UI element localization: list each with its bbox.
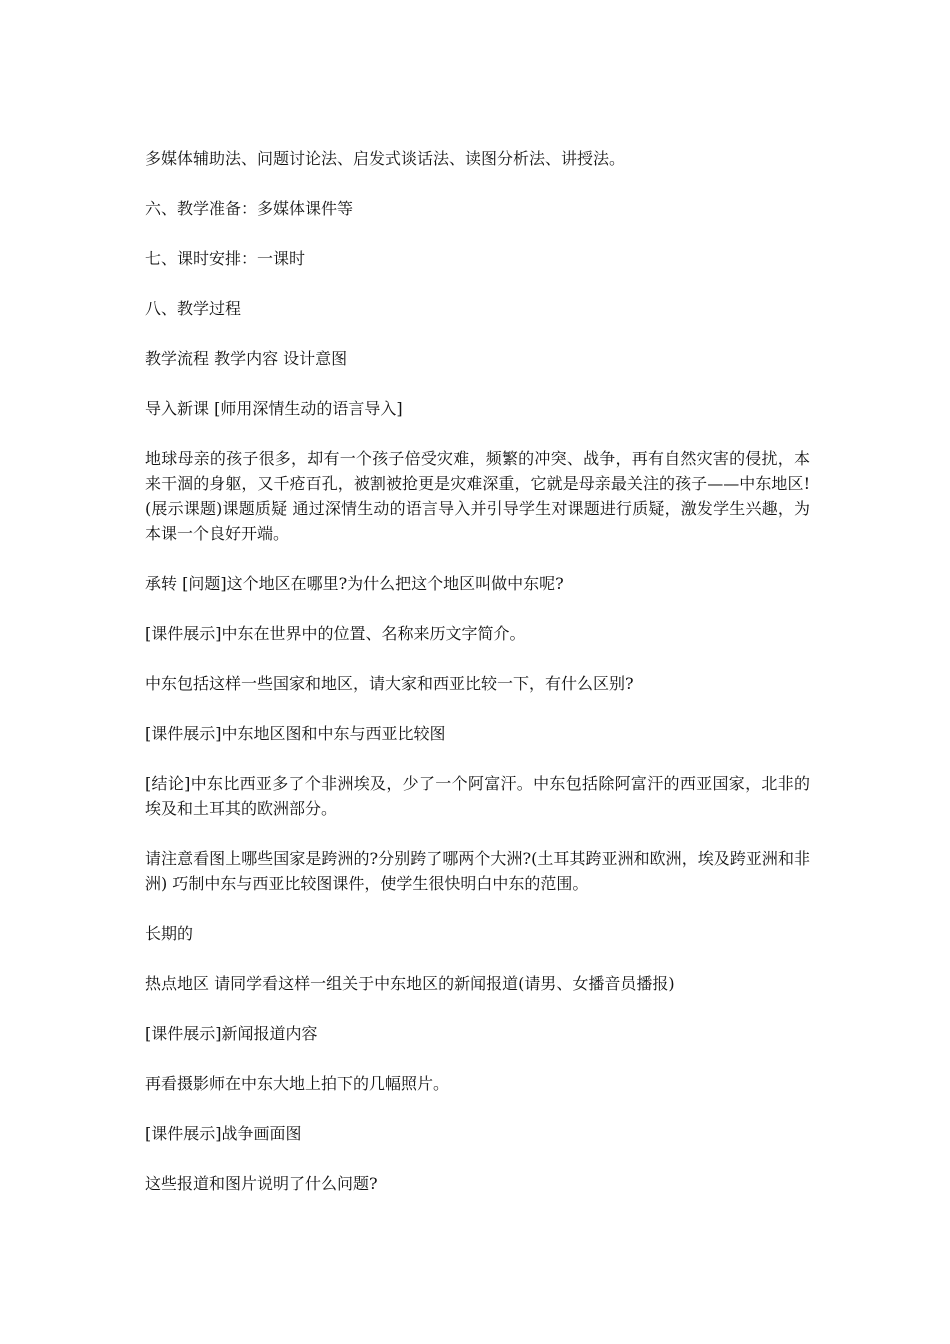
paragraph-introduction: 导入新课 [师用深情生动的语言导入] <box>145 399 403 418</box>
paragraph-transcontinental-question: 请注意看图上哪些国家是跨洲的?分别跨了哪两个大洲?(土耳其跨亚洲和欧洲，埃及跨亚洲和非洲) 巧制中东与西亚比较图课件，使学生很快明白中东的范围。 <box>145 849 810 893</box>
paragraph-teaching-methods: 多媒体辅助法、问题讨论法、启发式谈话法、读图分析法、讲授法。 <box>145 149 626 168</box>
paragraph-courseware-location: [课件展示]中东在世界中的位置、名称来历文字简介。 <box>145 624 526 643</box>
paragraph-photos: 再看摄影师在中东大地上拍下的几幅照片。 <box>145 1074 450 1093</box>
paragraph-final-question: 这些报道和图片说明了什么问题? <box>145 1174 378 1193</box>
paragraph-process-columns: 教学流程 教学内容 设计意图 <box>145 349 348 368</box>
paragraph-comparison-question: 中东包括这样一些国家和地区，请大家和西亚比较一下，有什么区别? <box>145 674 634 693</box>
paragraph-courseware-news: [课件展示]新闻报道内容 <box>145 1024 318 1043</box>
paragraph-courseware-map: [课件展示]中东地区图和中东与西亚比较图 <box>145 724 446 743</box>
paragraph-conclusion: [结论]中东比西亚多了个非洲埃及，少了一个阿富汗。中东包括除阿富汗的西亚国家，北非的埃及和土耳其的欧洲部分。 <box>145 774 810 818</box>
paragraph-hotspot-region: 热点地区 请同学看这样一组关于中东地区的新闻报道(请男、女播音员播报) <box>145 974 675 993</box>
paragraph-long-term: 长期的 <box>145 924 194 943</box>
paragraph-teaching-preparation: 六、教学准备：多媒体课件等 <box>145 199 354 218</box>
paragraph-class-schedule: 七、课时安排：一课时 <box>145 249 306 268</box>
section-heading-teaching-process: 八、教学过程 <box>145 299 242 318</box>
document-body <box>145 146 810 1221</box>
paragraph-introduction-text: 地球母亲的孩子很多，却有一个孩子倍受灾难，频繁的冲突、战争，再有自然灾害的侵扰，本来干涸的身躯，又千疮百孔，被割被抢更是灾难深重，它就是母亲最关注的孩子——中东地区!(展示课题)课题质疑 通过深情生动的语言导入并引导学生对课题进行质疑，激发学生兴趣，为本课一个良好开端。 <box>145 449 810 543</box>
paragraph-courseware-war: [课件展示]战争画面图 <box>145 1124 302 1143</box>
paragraph-transition-question: 承转 [问题]这个地区在哪里?为什么把这个地区叫做中东呢? <box>145 574 564 593</box>
